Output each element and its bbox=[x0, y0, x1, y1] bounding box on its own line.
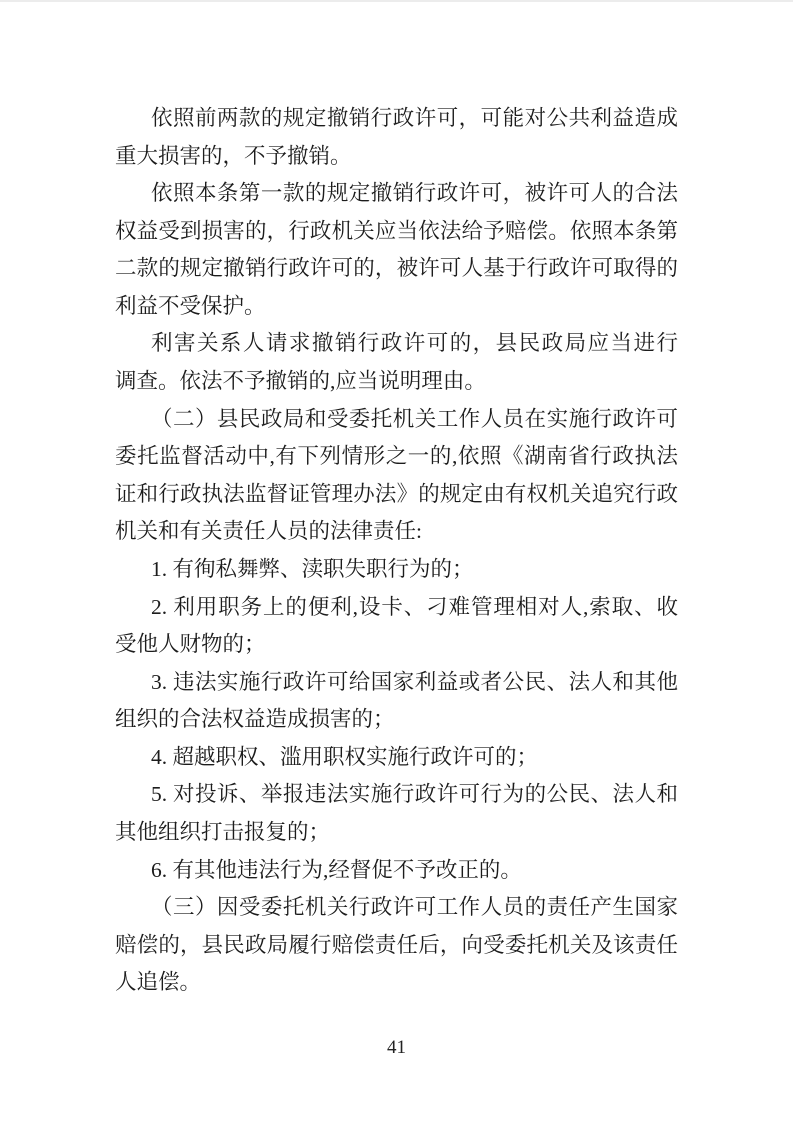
page-footer bbox=[0, 1036, 793, 1060]
text-line: 证和行政执法监督证管理办法》的规定由有权机关追究行政 bbox=[115, 481, 678, 506]
text-line: 依照本条第一款的规定撤销行政许可，被许可人的合法 bbox=[151, 181, 678, 206]
text-line: 委托监督活动中,有下列情形之一的,依照《湖南省行政执法 bbox=[115, 444, 678, 469]
text-line: （三）因受委托机关行政许可工作人员的责任产生国家 bbox=[151, 895, 678, 920]
text-line: 4. 超越职权、滥用职权实施行政许可的； bbox=[151, 744, 539, 769]
page-number: 41 bbox=[387, 1037, 406, 1058]
document-body bbox=[115, 100, 678, 1002]
text-line: 二款的规定撤销行政许可的，被许可人基于行政许可取得的 bbox=[115, 256, 678, 281]
text-line: 受他人财物的； bbox=[115, 632, 266, 657]
text-line: 利害关系人请求撤销行政许可的，县民政局应当进行 bbox=[151, 331, 678, 356]
text-line: 机关和有关责任人员的法律责任: bbox=[115, 519, 422, 544]
text-line: 2. 利用职务上的便利,设卡、刁难管理相对人,索取、收 bbox=[151, 594, 678, 619]
text-line: 5. 对投诉、举报违法实施行政许可行为的公民、法人和 bbox=[151, 782, 678, 807]
text-line: 组织的合法权益造成损害的； bbox=[115, 707, 395, 732]
text-line: 人追偿。 bbox=[115, 970, 202, 995]
text-line: 依照前两款的规定撤销行政许可，可能对公共利益造成 bbox=[151, 106, 678, 130]
text-line: 1. 有徇私舞弊、渎职失职行为的； bbox=[151, 556, 474, 581]
text-line: 重大损害的，不予撤销。 bbox=[115, 143, 352, 168]
text-line: 其他组织打击报复的； bbox=[115, 819, 331, 844]
text-line: （二）县民政局和受委托机关工作人员在实施行政许可 bbox=[151, 406, 678, 431]
text-line: 3. 违法实施行政许可给国家利益或者公民、法人和其他 bbox=[151, 669, 678, 694]
text-line: 权益受到损害的，行政机关应当依法给予赔偿。依照本条第 bbox=[115, 218, 678, 243]
text-line: 利益不受保护。 bbox=[115, 293, 266, 318]
text-line: 调查。依法不予撤销的,应当说明理由。 bbox=[115, 369, 486, 394]
text-line: 6. 有其他违法行为,经督促不予改正的。 bbox=[151, 857, 522, 882]
text-line: 赔偿的，县民政局履行赔偿责任后，向受委托机关及该责任 bbox=[115, 932, 678, 957]
